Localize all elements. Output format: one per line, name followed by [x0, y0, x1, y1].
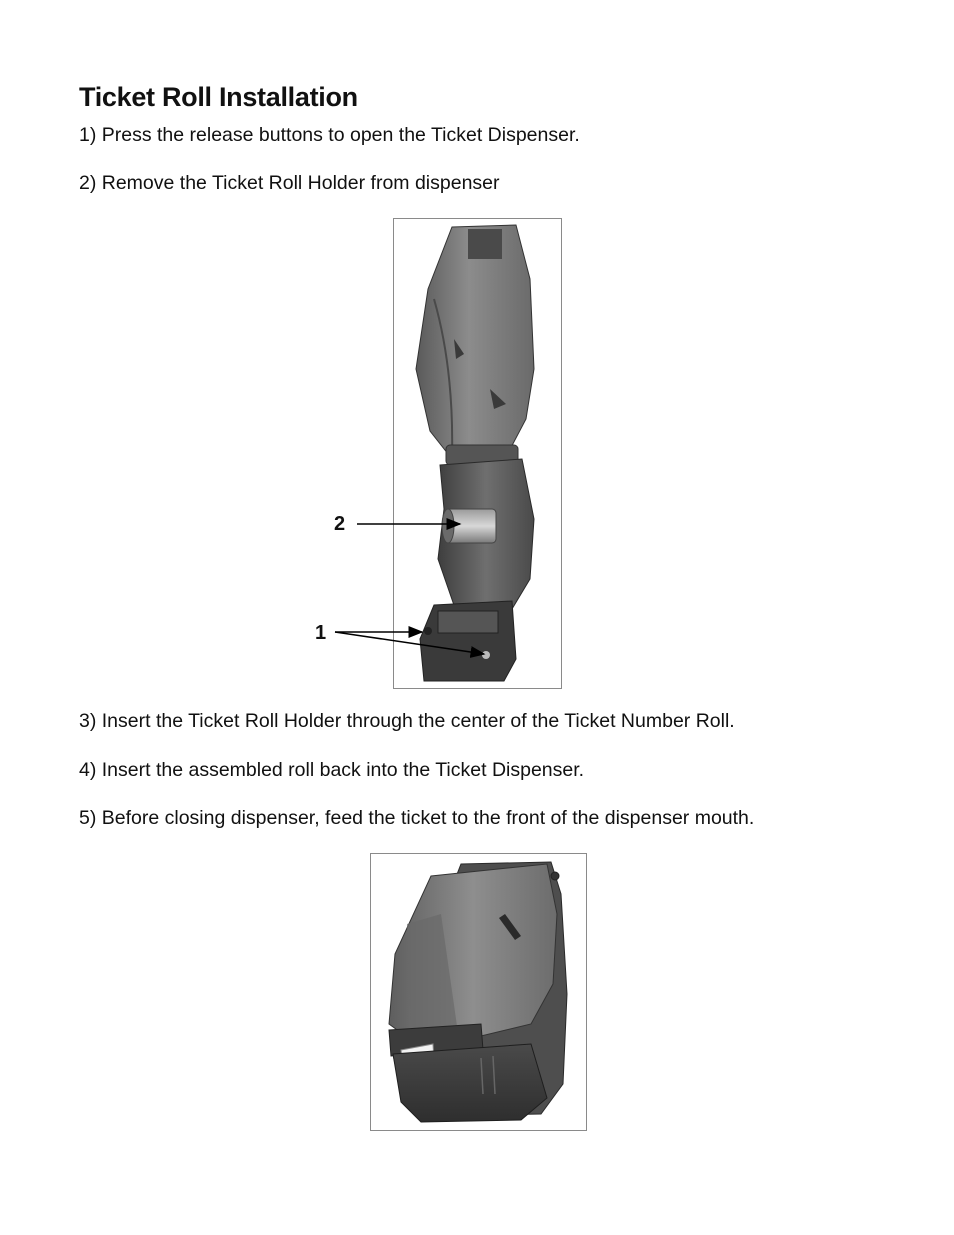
closed-dispenser-figure	[370, 853, 587, 1131]
step-5-text: 5) Before closing dispenser, feed the ticket to the front of the dispenser mouth.	[79, 807, 755, 829]
step-2-text: 2) Remove the Ticket Roll Holder from dispenser	[79, 172, 500, 194]
page-title: Ticket Roll Installation	[79, 82, 358, 112]
closed-dispenser-illustration	[371, 854, 586, 1130]
callout-2-label: 2	[334, 513, 346, 535]
step-1-text: 1) Press the release buttons to open the Ticket Dispenser.	[79, 124, 580, 146]
open-dispenser-illustration	[394, 219, 561, 688]
callout-1-label: 1	[315, 622, 327, 644]
step-4-text: 4) Insert the assembled roll back into the Ticket Dispenser.	[79, 759, 585, 781]
step-3-text: 3) Insert the Ticket Roll Holder through the center of the Ticket Number Roll.	[79, 710, 735, 732]
open-dispenser-figure	[393, 218, 562, 689]
